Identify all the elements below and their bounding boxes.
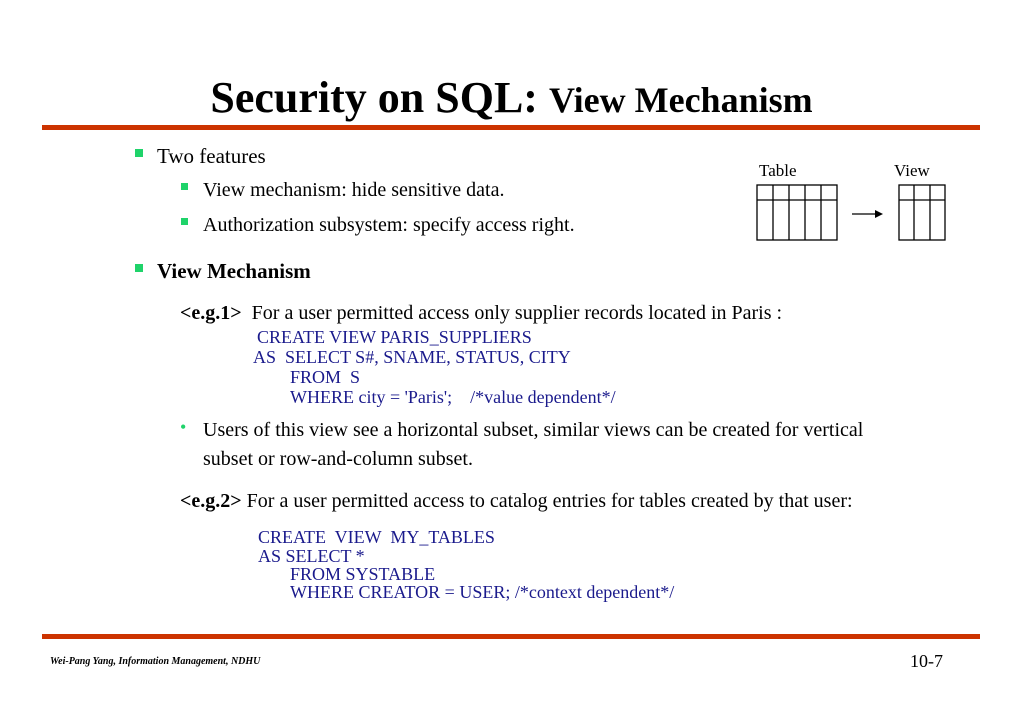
- diagram-view-label: View: [894, 161, 930, 180]
- eg2-text: For a user permitted access to catalog entries for tables created by that user:: [246, 490, 853, 512]
- eg2-tag: <e.g.2>: [180, 490, 242, 512]
- view-grid: [899, 185, 945, 240]
- page-number: 10-7: [910, 651, 943, 671]
- bullet-dot-icon: •: [180, 417, 187, 437]
- bullet-authorization-sub: Authorization subsystem: specify access right.: [203, 214, 575, 236]
- title-sub: View Mechanism: [548, 80, 813, 120]
- eg1-line: [180, 301, 782, 325]
- bullet-square-icon: [135, 149, 143, 157]
- bullet-square-icon: [181, 218, 188, 225]
- eg2-code-line: CREATE VIEW MY_TABLES: [258, 527, 495, 547]
- eg1-code-line: AS SELECT S#, SNAME, STATUS, CITY: [253, 347, 571, 367]
- top-rule: [42, 125, 980, 130]
- bottom-rule: [42, 634, 980, 639]
- footer-author: Wei-Pang Yang, Information Management, NDHU: [50, 656, 261, 667]
- bullet-two-features: Two features: [157, 144, 266, 168]
- bullet-square-icon: [135, 264, 143, 272]
- eg2-line: [180, 489, 853, 513]
- eg1-code-line: WHERE city = 'Paris'; /*value dependent*/: [290, 387, 616, 407]
- eg1-tag: <e.g.1>: [180, 302, 242, 324]
- title-main: Security on SQL:: [210, 73, 549, 122]
- eg1-code-line: CREATE VIEW PARIS_SUPPLIERS: [257, 327, 532, 347]
- bullet-square-icon: [181, 183, 188, 190]
- eg1-note-line1: Users of this view see a horizontal subset, similar views can be created for vertical: [203, 419, 864, 441]
- diagram-table-label: Table: [759, 161, 797, 180]
- bullet-view-mechanism-sub: View mechanism: hide sensitive data.: [203, 179, 505, 201]
- table-grid: [757, 185, 837, 240]
- eg1-code-line: FROM S: [290, 367, 361, 387]
- eg2-code-line: WHERE CREATOR = USER; /*context dependent*/: [290, 582, 675, 602]
- eg1-text: For a user permitted access only supplier records located in Paris :: [251, 302, 783, 324]
- eg2-code-line: AS SELECT *: [258, 546, 365, 566]
- eg2-code-line: FROM SYSTABLE: [290, 564, 436, 584]
- eg1-note-line2: subset or row-and-column subset.: [203, 448, 473, 470]
- table-view-diagram: [755, 183, 950, 243]
- page-title: [0, 72, 1023, 126]
- view-mechanism-heading: View Mechanism: [157, 259, 311, 283]
